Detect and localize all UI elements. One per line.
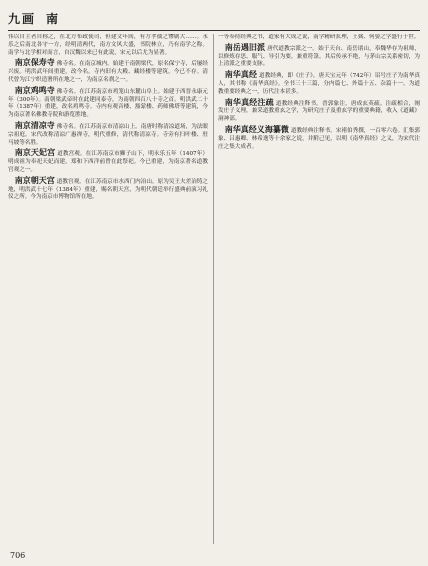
entry-body: 道教经典注释书。宋褚伯秀撰，一百零六卷。汇集郭象、吕惠卿、林希逸等十余家之说，并附己见，以明《南华真经》之义，为宋代注庄之集大成者。 xyxy=(218,127,420,150)
page-number: 706 xyxy=(10,551,26,560)
header-title: 南 xyxy=(46,12,61,26)
entry-title: 南京朝天宫 xyxy=(14,175,55,185)
header-category: 九画 xyxy=(8,12,37,26)
entry-title: 南华真经义海纂微 xyxy=(224,124,289,134)
left-lead-text: 伟以自主者自称之，在北方布政使司，但建文年间，有方孝孺之惨剧大……。永乐之后南北各守一方，经明清两代，南方文风大盛，书院林立，乃有南学之称。南学与北学相对而言，自汉魏以来已有此说，宋元以后尤为显著。 xyxy=(8,34,208,56)
entry-body: 佛寺名。在南京城内。始建于南朝梁代，原名保宁寺，后屡经兴废。明洪武年间重建，改今名。寺内旧有大殿、藏经楼等建筑，今已不存。清代曾为江宁织造署所在地之一，为南京名刹之一。 xyxy=(8,61,208,83)
entry-title: 南华真经注疏 xyxy=(224,97,274,107)
dictionary-entry xyxy=(8,58,208,84)
entry-title: 南京天妃宫 xyxy=(14,148,56,158)
entry-body: 道教经典，即《庄子》。唐天宝元年（742年）诏号庄子为南华真人，其书称《南华真经》。全书三十三篇，分内篇七、外篇十五、杂篇十一。为道教重要经典之一，历代注本甚多。 xyxy=(218,73,420,95)
entry-body: 道教宫观。在江苏南京市水西门内冶山。原为吴王夫差冶铸之地，明洪武十七年（1384年）重建，赐名朝天宫，为明代朝廷举行盛典前演习礼仪之所。今为南京市博物馆所在地。 xyxy=(8,178,208,201)
dictionary-entry xyxy=(8,148,208,174)
dictionary-entry xyxy=(218,43,420,69)
entry-title: 南华真经 xyxy=(224,70,258,80)
dictionary-entry xyxy=(218,125,420,151)
left-column xyxy=(8,34,208,544)
right-column xyxy=(218,34,420,544)
entry-title: 南京清凉寺 xyxy=(14,120,55,130)
dictionary-entry xyxy=(218,70,420,96)
running-header xyxy=(8,10,60,27)
dictionary-entry xyxy=(8,86,208,120)
dictionary-entry xyxy=(8,176,208,202)
entry-body: 佛寺名。在江苏南京市鸡笼山东麓山阜上。始建于西晋永康元年（300年）。南朝梁武帝时在此建同泰寺，为南朝四百八十寺之首。明洪武二十年（1387年）重建，改名鸡鸣寺。寺内有观音楼、豁蒙楼、药师佛塔等建筑，今为南京著名佛教寺院和游览胜地。 xyxy=(8,88,208,119)
entry-body: 佛寺名。在江苏南京市清凉山上。南唐时称清凉道场，为法眼宗祖庭。宋代改称清凉广惠禅寺，明代重修，清代称清凉寺。寺旁有扫叶楼、驻马坡等名胜。 xyxy=(8,123,208,146)
column-divider xyxy=(213,34,214,544)
entry-body: 道教宫观。在江苏南京市狮子山下，明永乐五年（1407年）明成祖为奉祀天妃而建，郑和下西洋前曾在此祭祀。今已重建，为南京著名道教宫观之一。 xyxy=(8,151,208,173)
entry-title: 南京鸡鸣寺 xyxy=(14,85,55,95)
dictionary-entry xyxy=(218,98,420,124)
entry-title: 南京保寿寺 xyxy=(14,58,55,68)
entry-body: 唐代道教宗派之一。始于天台、南岳诸山，奉魏华存为祖师，以修炼存思、服气、导引为要，兼重符箓。其后传承不绝，与茅山宗关系密切，为上清派之重要支脉。 xyxy=(218,45,420,68)
dictionary-entry xyxy=(8,121,208,147)
right-lead-text: 一等奉持经典之书，道家有大成之说，南学精研玄理，王弼、何晏之学盛行于世。 xyxy=(218,34,420,40)
header-rule xyxy=(8,30,420,31)
entry-title: 南岳遇旧派 xyxy=(224,42,266,52)
entry-body: 道教经典注释书。晋郭象注，唐成玄英疏。注疏相合，阐发庄子义理，兼采道教重玄之学，为研究庄子及重玄学的重要典籍，收入《道藏》洞神部。 xyxy=(218,100,420,123)
